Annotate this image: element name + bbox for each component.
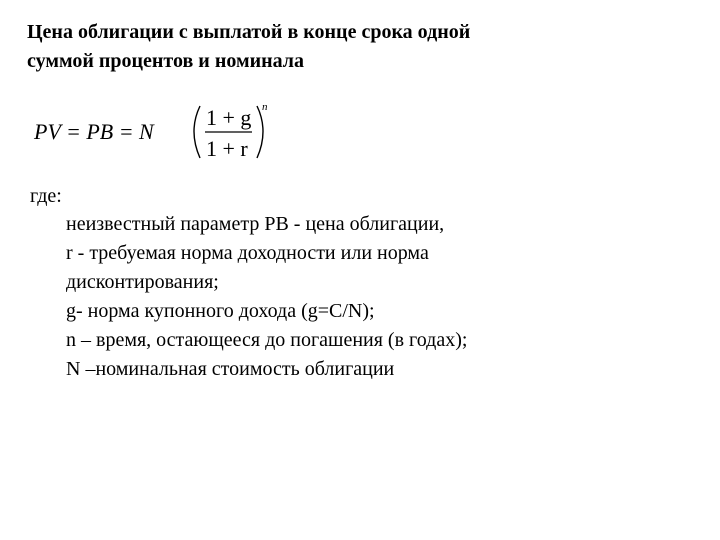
definition-nominal: N –номинальная стоимость облигации [66, 358, 395, 380]
title-line-1: Цена облигации с выплатой в конце срока одной [27, 21, 471, 43]
definition-pb: неизвестный параметр PB - цена облигации, [66, 213, 445, 235]
definition-r: r - требуемая норма доходности или норма [66, 242, 429, 264]
definition-r-continued: дисконтирования; [66, 271, 219, 293]
where-label: где: [30, 185, 62, 207]
title-line-2: суммой процентов и номинала [27, 50, 305, 72]
definition-n: n – время, остающееся до погашения (в годах); [66, 329, 468, 351]
formula-numerator: 1 + g [206, 105, 252, 130]
slide-title [27, 18, 627, 76]
formula-denominator: 1 + r [206, 136, 248, 161]
right-paren [257, 106, 263, 158]
formula-exponent: n [262, 101, 268, 113]
formula-lhs: PV = PB = N [34, 119, 154, 144]
definitions-list [66, 210, 666, 384]
formula-svg [30, 98, 270, 164]
definition-g: g- норма купонного дохода (g=C/N); [66, 300, 375, 322]
bond-price-formula [30, 98, 270, 164]
left-paren [194, 106, 200, 158]
